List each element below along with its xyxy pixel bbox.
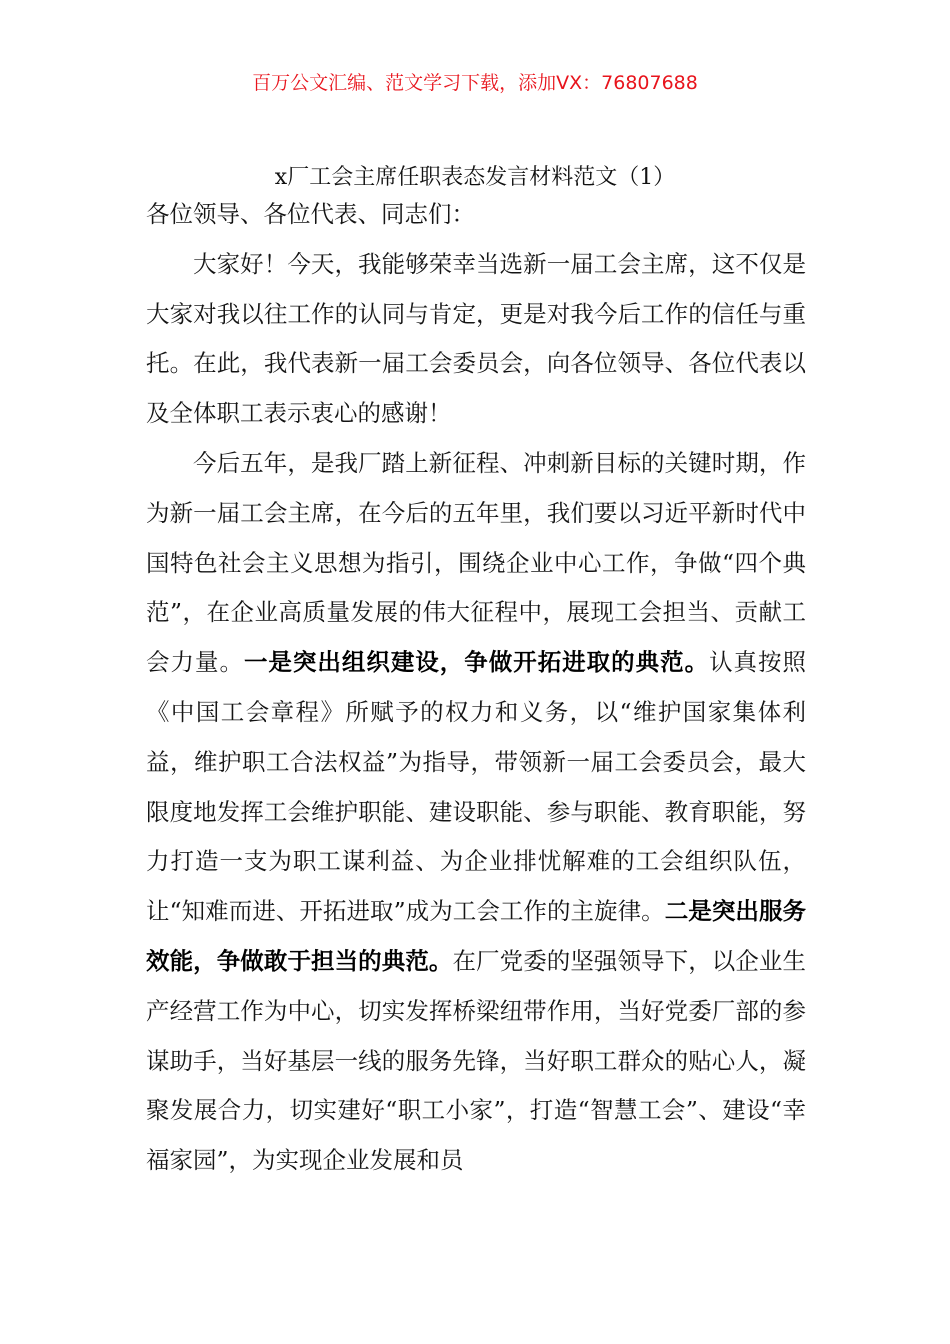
point1-body: 认真按照《中国工会章程》所赋予的权力和义务，以“维护国家集体利益，维护职工合法权益”为指导，带领新一届工会委员会，最大限度地发挥工会维护职能、建设职能、参与职能、教育职能，努力打造一支为职工谋利益、为企业排忧解难的工会组织队伍，让“知难而进、开拓进取”成为工会工作的主旋律。	[146, 648, 807, 926]
document-body	[146, 190, 806, 1186]
salutation: 各位领导、各位代表、同志们：	[146, 200, 475, 228]
watermark-header: 百万公文汇编、范文学习下载，添加VX：76807688	[252, 72, 698, 94]
point1-heading: 一是突出组织建设，争做开拓进取的典范。	[243, 648, 710, 677]
paragraph-plan-intro: 今后五年，是我厂踏上新征程、冲刺新目标的关键时期，作为新一届工会主席，在今后的五年里，我们要以习近平新时代中国特色社会主义思想为指引，围绕企业中心工作，争做“四个典范”，在企业高质量发展的伟大征程中，展现工会担当、贡献工会力量。	[146, 448, 806, 677]
paragraph-greeting: 大家好！今天，我能够荣幸当选新一届工会主席，这不仅是大家对我以往工作的认同与肯定，更是对我今后工作的信任与重托。在此，我代表新一届工会委员会，向各位领导、各位代表以及全体职工表示衷心的感谢！	[146, 249, 806, 428]
point2-body: 在厂党委的坚强领导下，以企业生产经营工作为中心，切实发挥桥梁纽带作用，当好党委厂部的参谋助手，当好基层一线的服务先锋，当好职工群众的贴心人，凝聚发展合力，切实建好“职工小家”，打造“智慧工会”、建设“幸福家园”，为实现企业发展和员	[146, 946, 807, 1175]
paragraph-plan	[146, 439, 806, 1186]
point2-heading: 二是突出服务效能，争做敢于担当的典范。	[146, 897, 806, 975]
document-title: x厂工会主席任职表态发言材料范文（1）	[274, 165, 676, 190]
